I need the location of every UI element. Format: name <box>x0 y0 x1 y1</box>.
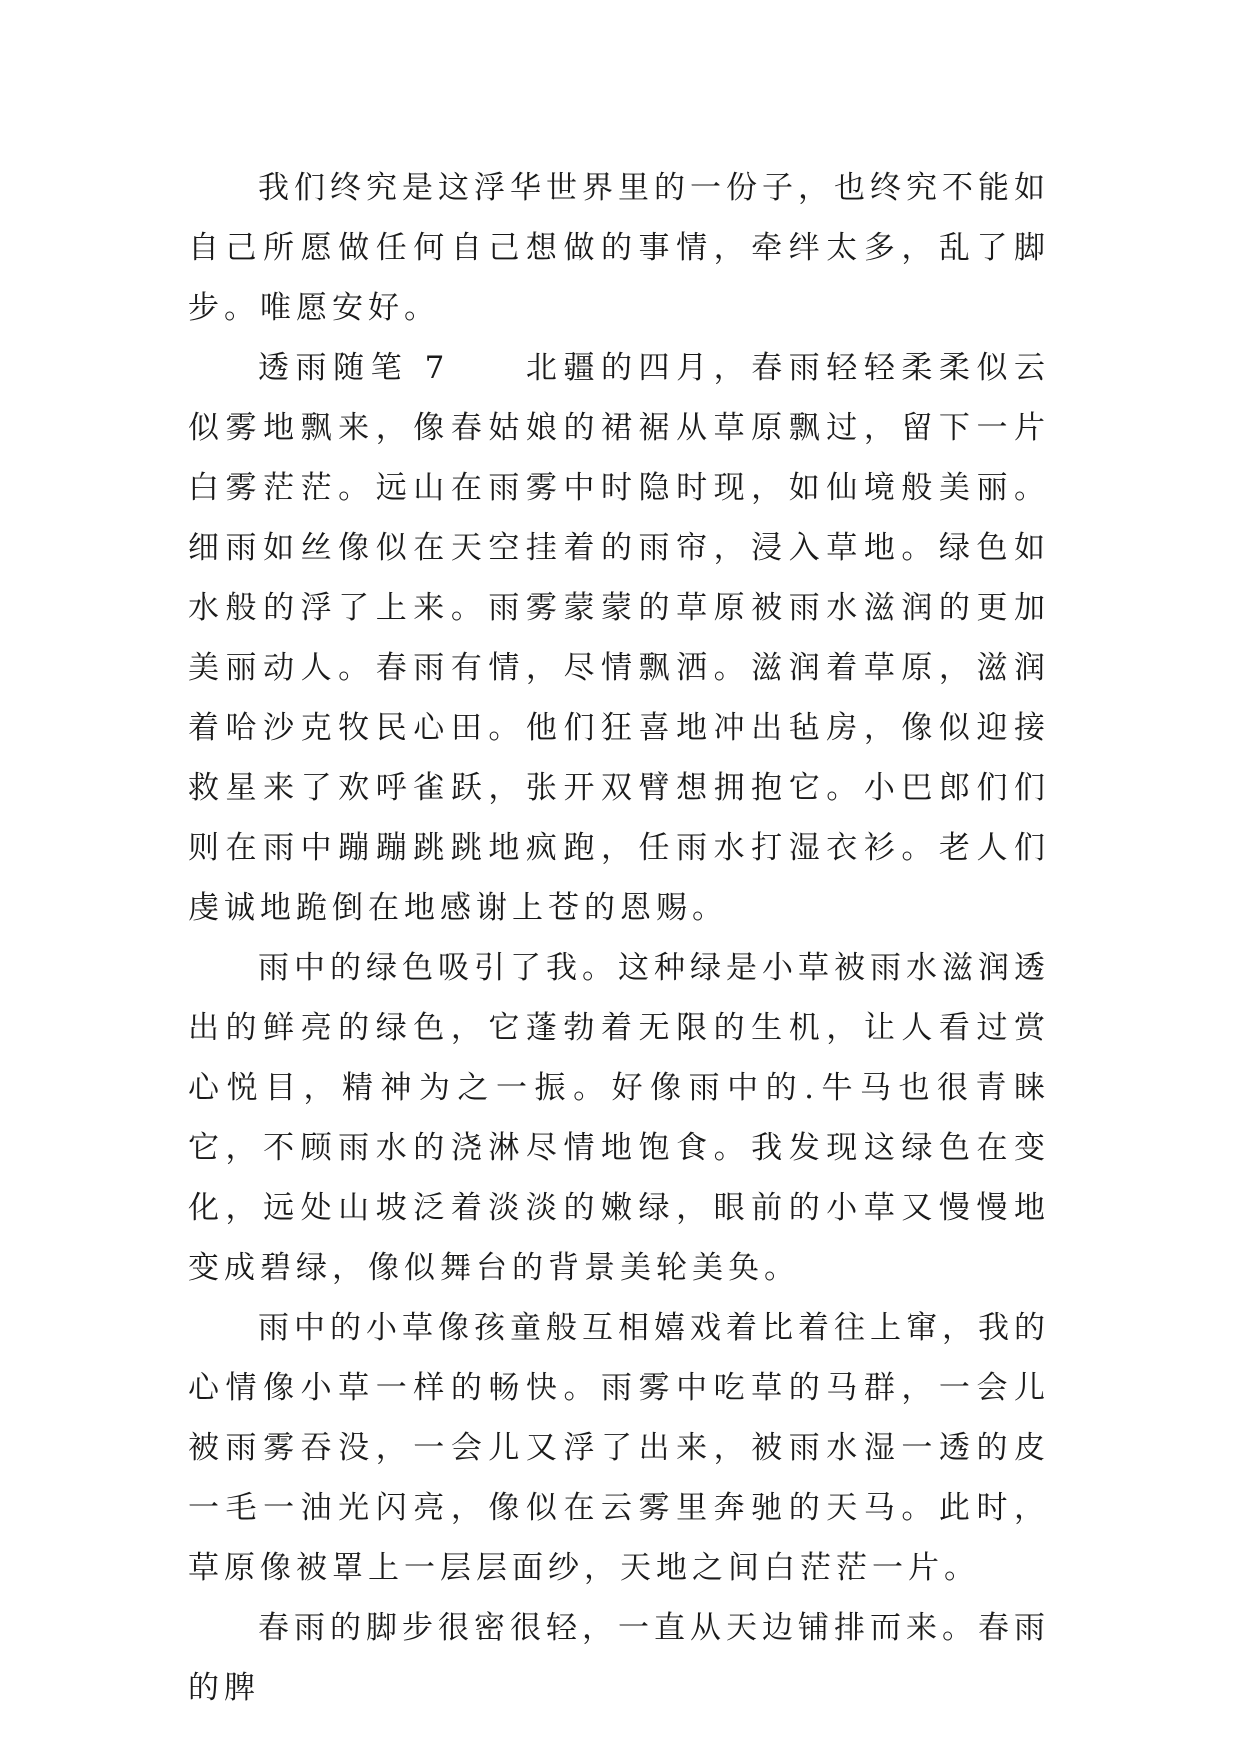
document-body <box>188 158 1050 1718</box>
paragraph-2: 透雨随笔 7 北疆的四月，春雨轻轻柔柔似云似雾地飘来，像春姑娘的裙裾从草原飘过，留下一片白雾茫茫。远山在雨雾中时隐时现，如仙境般美丽。细雨如丝像似在天空挂着的雨帘，浸入草地。绿色如水般的浮了上来。雨雾蒙蒙的草原被雨水滋润的更加美丽动人。春雨有情，尽情飘洒。滋润着草原，滋润着哈沙克牧民心田。他们狂喜地冲出毡房，像似迎接救星来了欢呼雀跃，张开双臂想拥抱它。小巴郎们们则在雨中蹦蹦跳跳地疯跑，任雨水打湿衣衫。老人们虔诚地跪倒在地感谢上苍的恩赐。 <box>188 350 1050 926</box>
paragraph-5: 春雨的脚步很密很轻，一直从天边铺排而来。春雨的脾 <box>188 1610 1050 1706</box>
paragraph-1: 我们终究是这浮华世界里的一份子，也终究不能如自己所愿做任何自己想做的事情，牵绊太多，乱了脚步。唯愿安好。 <box>188 170 1050 326</box>
paragraph-3: 雨中的绿色吸引了我。这种绿是小草被雨水滋润透出的鲜亮的绿色，它蓬勃着无限的生机，让人看过赏心悦目，精神为之一振。好像雨中的.牛马也很青睐它，不顾雨水的浇淋尽情地饱食。我发现这绿色在变化，远处山坡泛着淡淡的嫩绿，眼前的小草又慢慢地变成碧绿，像似舞台的背景美轮美奂。 <box>188 950 1050 1286</box>
paragraph-4: 雨中的小草像孩童般互相嬉戏着比着往上窜，我的心情像小草一样的畅快。雨雾中吃草的马群，一会儿被雨雾吞没，一会儿又浮了出来，被雨水湿一透的皮一毛一油光闪亮，像似在云雾里奔驰的天马。此时，草原像被罩上一层层面纱，天地之间白茫茫一片。 <box>188 1310 1050 1586</box>
